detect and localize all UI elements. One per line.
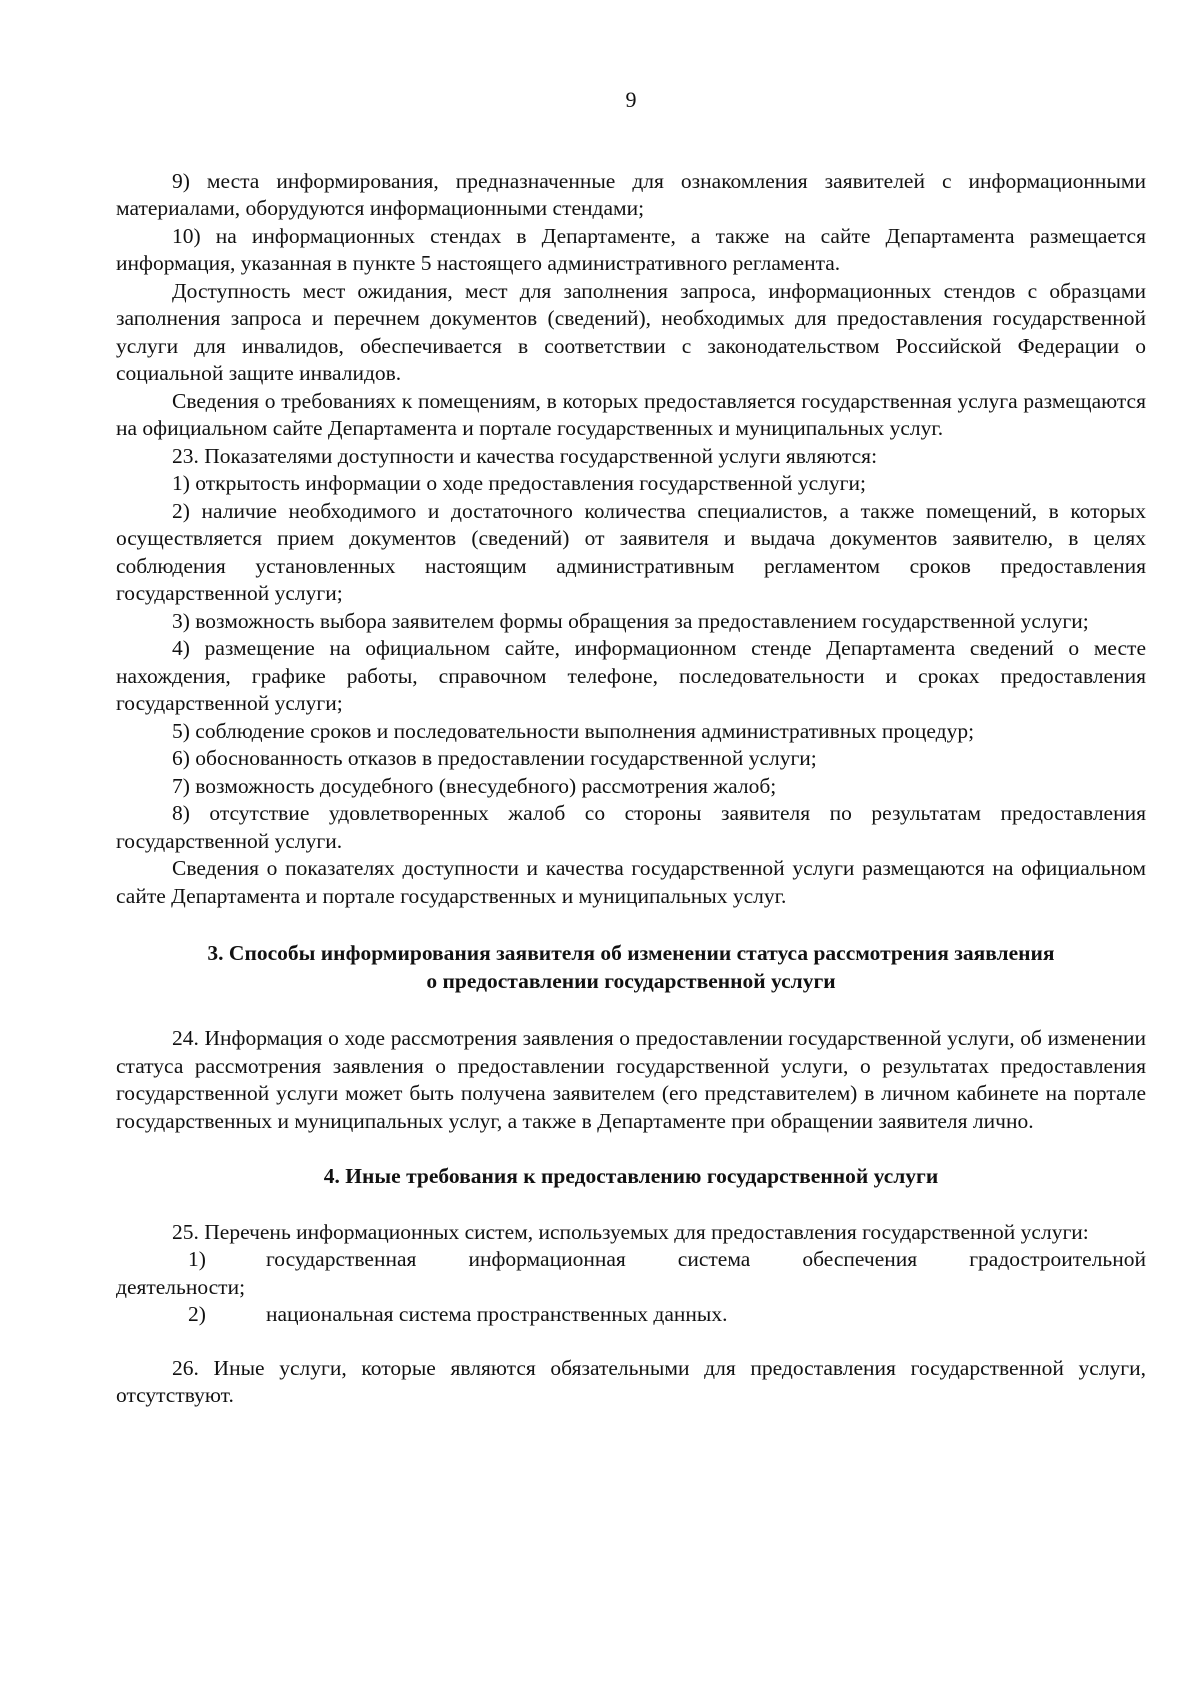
section-3-heading-line-1: 3. Способы информирования заявителя об изменении статуса рассмотрения заявления [207, 941, 1055, 965]
paragraph-premises-info: Сведения о требованиях к помещениям, в которых предоставляется государственная услуга размещаются на официальном сайте Департамента и портале государственных и муниципальных услуг. [116, 388, 1146, 440]
paragraph-23-item-6: 6) обоснованность отказов в предоставлении государственной услуги; [172, 746, 817, 770]
paragraph-23-item-8: 8) отсутствие удовлетворенных жалоб со стороны заявителя по результатам предоставления государственной услуги. [116, 801, 1146, 853]
list-item-number: 1) [188, 1247, 206, 1271]
section-3-heading-line-2: о предоставлении государственной услуги [426, 968, 836, 993]
paragraph-23-item-3: 3) возможность выбора заявителем формы обращения за предоставлением государственной услуги; [172, 608, 1089, 633]
paragraph-item-9: 9) места информирования, предназначенные для ознакомления заявителей с информационными материалами, оборудуются информационными стендами; [116, 168, 1146, 220]
paragraph-23-item-4: 4) размещение на официальном сайте, информационном стенде Департамента сведений о месте нахождения, графике работы, справочном телефоне, последовательности и сроках предоставления государственной услуги; [116, 636, 1146, 715]
paragraph-26: 26. Иные услуги, которые являются обязательными для предоставления государственной услуги, отсутствуют. [116, 1355, 1146, 1407]
paragraph-23-item-7: 7) возможность досудебного (внесудебного) рассмотрения жалоб; [172, 773, 777, 798]
paragraph-accessibility: Доступность мест ожидания, мест для заполнения запроса, информационных стендов с образцами заполнения запроса и перечнем документов (сведений), необходимых для предоставления государственной услуги для инвалидов, обеспечивается в соответствии с законодательством Российской Федерации о социальной защите инвалидов. [116, 278, 1146, 385]
section-3-heading [116, 940, 1146, 995]
list-item [116, 1301, 1146, 1329]
document-page [116, 86, 1146, 1410]
paragraph-indicators-info: Сведения о показателях доступности и качества государственной услуги размещаются на официальном сайте Департамента и портале государственных и муниципальных услуг. [116, 856, 1146, 908]
list-item [116, 1246, 1146, 1274]
paragraph-23-item-5: 5) соблюдение сроков и последовательности выполнения административных процедур; [172, 718, 975, 743]
spacer [116, 1329, 1146, 1355]
list-item-continuation: деятельности; [116, 1274, 246, 1299]
list-item-number: 2) [188, 1302, 206, 1326]
paragraph-23: 23. Показателями доступности и качества государственной услуги являются: [172, 443, 878, 468]
paragraph-23-item-2: 2) наличие необходимого и достаточного количества специалистов, а также помещений, в которых осуществляется прием документов (сведений) от заявителя и выдача документов заявителю, в целях соблюдения установленных настоящим административным регламентом сроков предоставления государственной услуги; [116, 498, 1146, 605]
section-4-heading: 4. Иные требования к предоставлению государственной услуги [323, 1164, 939, 1188]
paragraph-25: 25. Перечень информационных систем, используемых для предоставления государственной услуги: [172, 1219, 1089, 1244]
page-number: 9 [625, 87, 637, 112]
list-item-text: государственная информационная система обеспечения градостроительной [266, 1247, 1146, 1271]
paragraph-23-item-1: 1) открытость информации о ходе предоставления государственной услуги; [172, 471, 866, 495]
list-item-text: национальная система пространственных данных. [266, 1302, 728, 1326]
paragraph-24: 24. Информация о ходе рассмотрения заявления о предоставлении государственной услуги, об изменении статуса рассмотрения заявления о предоставлении государственной услуги, о результатах предоставления государственной услуги может быть получена заявителем (его представителем) в личном кабинете на портале государственных и муниципальных услуг, а также в Департаменте при обращении заявителя лично. [116, 1026, 1146, 1133]
paragraph-item-10: 10) на информационных стендах в Департаменте, а также на сайте Департамента размещается информация, указанная в пункте 5 настоящего административного регламента. [116, 223, 1146, 275]
